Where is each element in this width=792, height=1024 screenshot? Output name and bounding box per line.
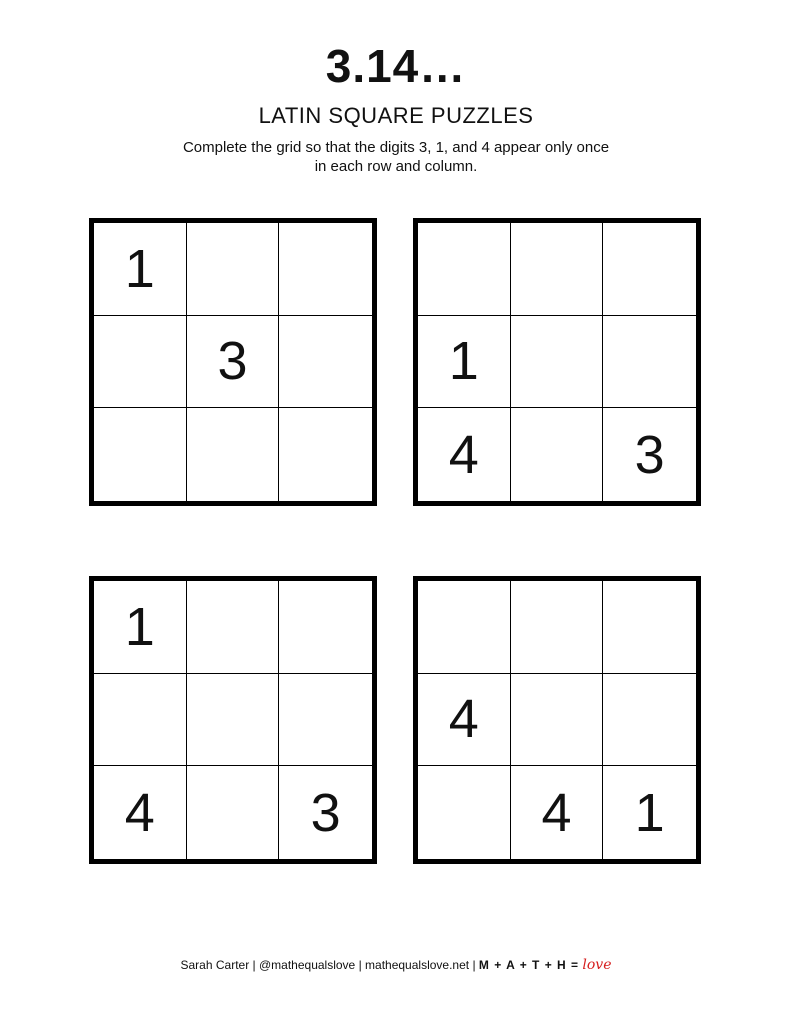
grid-cell[interactable]: 1 [94, 223, 187, 316]
grid-cell[interactable] [603, 316, 696, 409]
footer-author: Sarah Carter [180, 958, 250, 972]
grid-cell[interactable] [279, 408, 372, 501]
grid-cell[interactable]: 4 [418, 408, 511, 501]
puzzle-grid-3 [89, 576, 377, 864]
puzzle-grid-1 [89, 218, 377, 506]
footer-divider: | [252, 958, 259, 972]
grid-cell[interactable]: 3 [187, 316, 280, 409]
grid-cell[interactable] [418, 581, 511, 674]
grid-cell[interactable] [187, 223, 280, 316]
grid-cell[interactable]: 1 [418, 316, 511, 409]
footer-brand: M + A + T + H = [478, 958, 580, 972]
grid-cell[interactable] [603, 223, 696, 316]
grid-cell[interactable] [279, 223, 372, 316]
grid-cell[interactable] [603, 674, 696, 767]
footer-website: mathequalslove.net [365, 958, 470, 972]
grid-cell[interactable] [511, 223, 604, 316]
grid-cell[interactable] [511, 316, 604, 409]
grid-cell[interactable]: 3 [310, 782, 341, 843]
grid-cell[interactable] [279, 674, 372, 767]
grid-cell[interactable]: 4 [94, 766, 187, 859]
footer-handle: @mathequalslove [259, 958, 356, 972]
grid-cell[interactable] [94, 408, 187, 501]
grid-cell[interactable]: 3 [634, 424, 665, 485]
grid-cell[interactable] [187, 581, 280, 674]
instructions-line-1: Complete the grid so that the digits 3, 1, and 4 appear only once [182, 139, 610, 156]
grid-cell[interactable] [511, 581, 604, 674]
grid-cell[interactable] [94, 674, 187, 767]
grid-cell[interactable] [279, 581, 372, 674]
instructions-line-2: in each row and column. [314, 158, 478, 175]
grid-cell[interactable]: 1 [94, 581, 187, 674]
grid-cell[interactable] [511, 674, 604, 767]
puzzle-grid-2 [413, 218, 701, 506]
grid-cell[interactable] [94, 316, 187, 409]
grid-cell[interactable]: 4 [511, 766, 604, 859]
grid-cell[interactable] [187, 674, 280, 767]
grid-cell[interactable]: 4 [418, 674, 511, 767]
footer [0, 957, 792, 973]
grid-cell[interactable] [187, 408, 280, 501]
grid-cell[interactable] [279, 316, 372, 409]
grid-cell[interactable] [511, 408, 604, 501]
grid-cell[interactable] [418, 223, 511, 316]
page-subtitle: LATIN SQUARE PUZZLES [258, 103, 534, 128]
instructions [0, 138, 792, 176]
grid-cell[interactable] [418, 766, 511, 859]
footer-brand-love: love [582, 957, 612, 973]
grid-cell[interactable]: 1 [634, 782, 665, 843]
page-title: 3.14… [325, 40, 467, 92]
grid-cell[interactable] [603, 581, 696, 674]
footer-divider: | [358, 958, 366, 972]
puzzle-grid-4 [413, 576, 701, 864]
footer-divider: | [472, 958, 479, 972]
grid-cell[interactable] [187, 766, 280, 859]
